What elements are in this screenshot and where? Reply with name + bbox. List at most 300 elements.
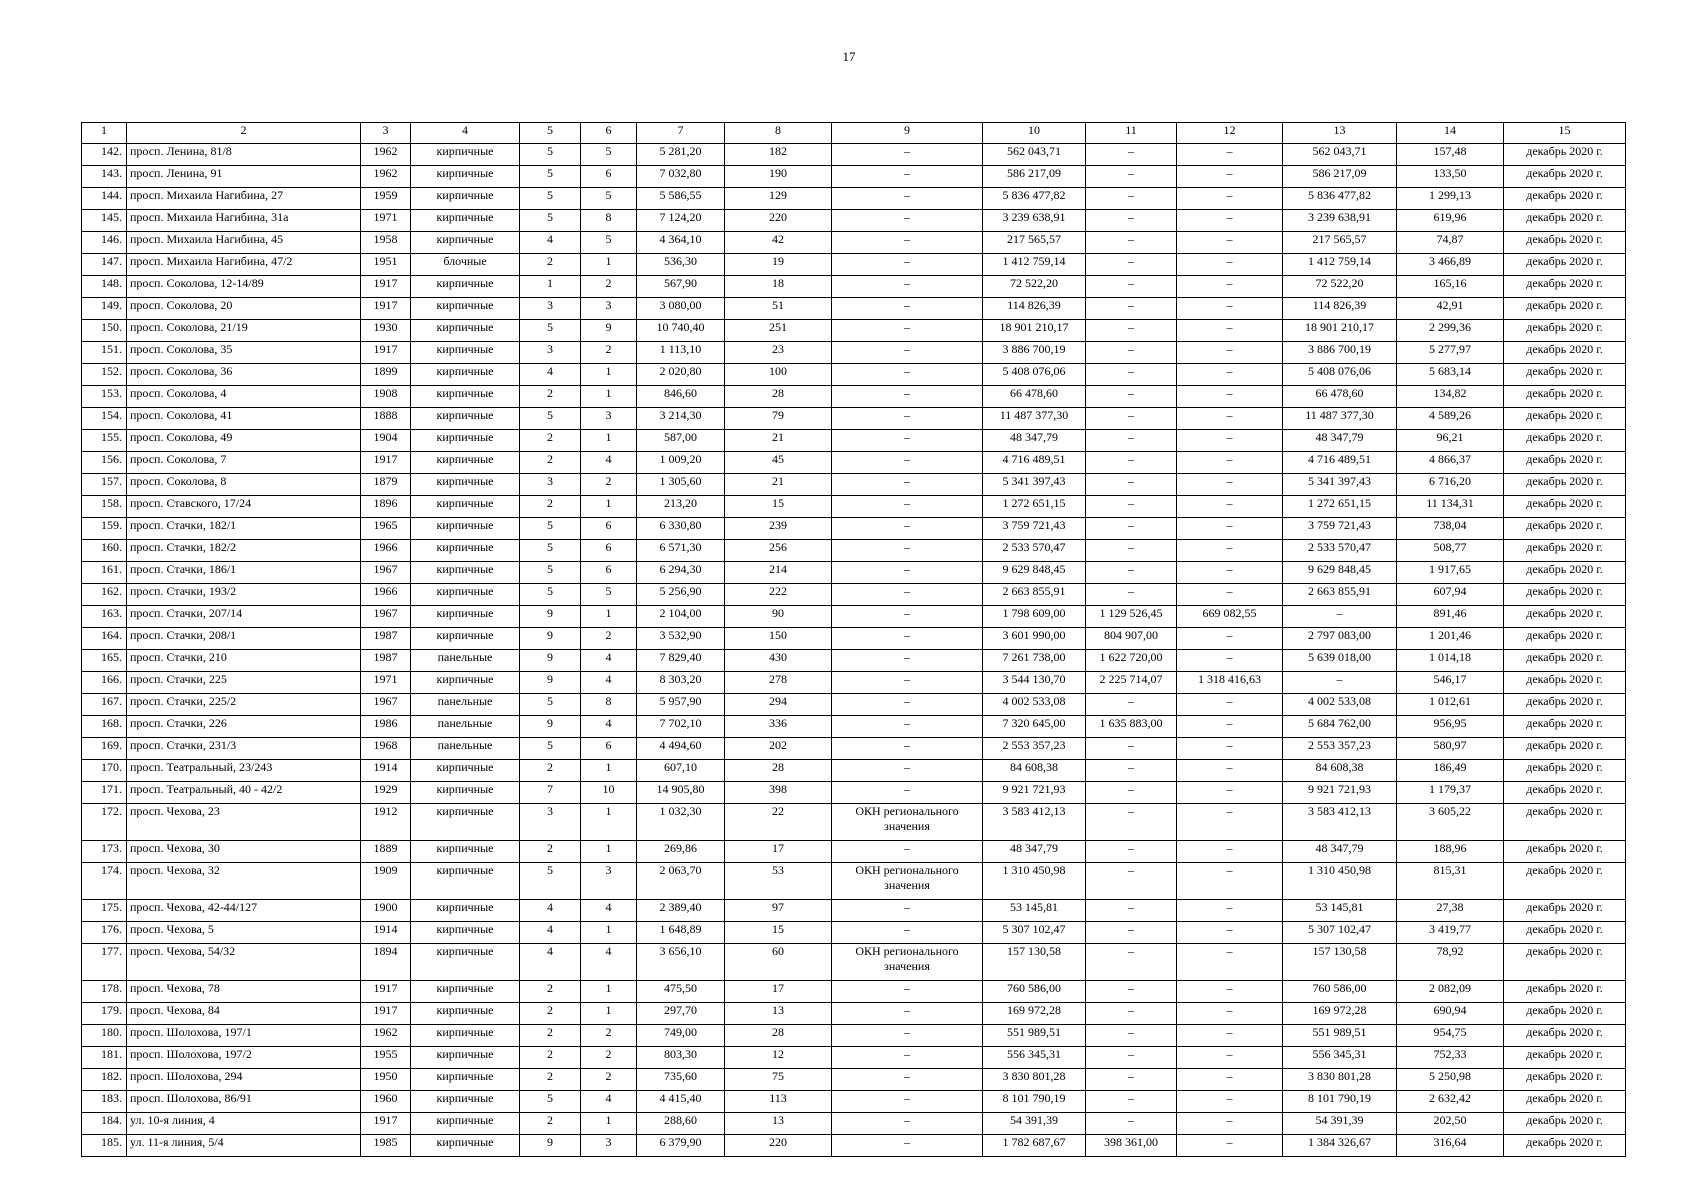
cell-col-2: просп. Стачки, 182/2 xyxy=(127,540,361,562)
cell-col-6: 1 xyxy=(581,1003,637,1025)
cell-col-11: – xyxy=(1086,782,1177,804)
cell-col-4: кирпичные xyxy=(411,672,520,694)
cell-col-13: 9 629 848,45 xyxy=(1283,562,1397,584)
cell-col-10: 3 239 638,91 xyxy=(983,210,1086,232)
cell-col-4: блочные xyxy=(411,254,520,276)
cell-col-9: – xyxy=(832,650,983,672)
cell-col-4: кирпичные xyxy=(411,210,520,232)
cell-col-3: 1917 xyxy=(361,452,411,474)
cell-col-7: 5 256,90 xyxy=(637,584,725,606)
cell-col-12: – xyxy=(1177,738,1283,760)
cell-col-1: 178. xyxy=(82,981,127,1003)
cell-col-15: декабрь 2020 г. xyxy=(1504,922,1626,944)
cell-col-6: 4 xyxy=(581,944,637,981)
cell-col-10: 8 101 790,19 xyxy=(983,1091,1086,1113)
column-header-7: 7 xyxy=(637,123,725,144)
cell-col-12: – xyxy=(1177,496,1283,518)
cell-col-6: 5 xyxy=(581,232,637,254)
cell-col-15: декабрь 2020 г. xyxy=(1504,1025,1626,1047)
cell-col-13: 66 478,60 xyxy=(1283,386,1397,408)
cell-col-3: 1917 xyxy=(361,981,411,1003)
cell-col-7: 4 415,40 xyxy=(637,1091,725,1113)
cell-col-3: 1986 xyxy=(361,716,411,738)
cell-col-9: – xyxy=(832,1091,983,1113)
cell-col-9: ОКН регионального значения xyxy=(832,863,983,900)
cell-col-11: – xyxy=(1086,254,1177,276)
cell-col-1: 146. xyxy=(82,232,127,254)
cell-col-9: – xyxy=(832,144,983,166)
table-row xyxy=(82,540,1626,562)
cell-col-1: 166. xyxy=(82,672,127,694)
column-header-1: 1 xyxy=(82,123,127,144)
cell-col-5: 3 xyxy=(520,342,581,364)
cell-col-3: 1896 xyxy=(361,496,411,518)
cell-col-15: декабрь 2020 г. xyxy=(1504,1047,1626,1069)
cell-col-3: 1914 xyxy=(361,760,411,782)
cell-col-3: 1967 xyxy=(361,694,411,716)
cell-col-7: 8 303,20 xyxy=(637,672,725,694)
cell-col-4: кирпичные xyxy=(411,1003,520,1025)
cell-col-14: 78,92 xyxy=(1397,944,1504,981)
cell-col-12: – xyxy=(1177,1069,1283,1091)
table-row xyxy=(82,584,1626,606)
column-header-2: 2 xyxy=(127,123,361,144)
cell-col-6: 2 xyxy=(581,474,637,496)
table-row xyxy=(82,562,1626,584)
cell-col-5: 2 xyxy=(520,254,581,276)
cell-col-7: 269,86 xyxy=(637,841,725,863)
cell-col-3: 1912 xyxy=(361,804,411,841)
cell-col-3: 1987 xyxy=(361,650,411,672)
cell-col-5: 5 xyxy=(520,584,581,606)
cell-col-13: 5 307 102,47 xyxy=(1283,922,1397,944)
cell-col-2: просп. Михаила Нагибина, 45 xyxy=(127,232,361,254)
cell-col-8: 220 xyxy=(725,1135,832,1157)
cell-col-11: – xyxy=(1086,276,1177,298)
cell-col-8: 17 xyxy=(725,841,832,863)
cell-col-8: 22 xyxy=(725,804,832,841)
cell-col-1: 183. xyxy=(82,1091,127,1113)
cell-col-13: 54 391,39 xyxy=(1283,1113,1397,1135)
cell-col-15: декабрь 2020 г. xyxy=(1504,694,1626,716)
cell-col-6: 3 xyxy=(581,1135,637,1157)
cell-col-1: 153. xyxy=(82,386,127,408)
cell-col-3: 1894 xyxy=(361,944,411,981)
cell-col-8: 28 xyxy=(725,1025,832,1047)
cell-col-12: – xyxy=(1177,716,1283,738)
cell-col-13: 8 101 790,19 xyxy=(1283,1091,1397,1113)
cell-col-10: 66 478,60 xyxy=(983,386,1086,408)
cell-col-7: 567,90 xyxy=(637,276,725,298)
table-row xyxy=(82,1113,1626,1135)
cell-col-13: 586 217,09 xyxy=(1283,166,1397,188)
cell-col-13: 1 272 651,15 xyxy=(1283,496,1397,518)
cell-col-2: просп. Михаила Нагибина, 31а xyxy=(127,210,361,232)
cell-col-5: 2 xyxy=(520,1069,581,1091)
cell-col-15: декабрь 2020 г. xyxy=(1504,430,1626,452)
cell-col-14: 74,87 xyxy=(1397,232,1504,254)
cell-col-7: 5 281,20 xyxy=(637,144,725,166)
cell-col-14: 1 012,61 xyxy=(1397,694,1504,716)
cell-col-12: – xyxy=(1177,760,1283,782)
cell-col-11: – xyxy=(1086,760,1177,782)
cell-col-15: декабрь 2020 г. xyxy=(1504,738,1626,760)
cell-col-7: 803,30 xyxy=(637,1047,725,1069)
cell-col-2: просп. Ленина, 91 xyxy=(127,166,361,188)
cell-col-9: – xyxy=(832,584,983,606)
cell-col-6: 2 xyxy=(581,1025,637,1047)
cell-col-12: – xyxy=(1177,841,1283,863)
cell-col-5: 7 xyxy=(520,782,581,804)
cell-col-7: 536,30 xyxy=(637,254,725,276)
cell-col-5: 2 xyxy=(520,981,581,1003)
cell-col-11: – xyxy=(1086,232,1177,254)
cell-col-13: 4 716 489,51 xyxy=(1283,452,1397,474)
cell-col-13: 169 972,28 xyxy=(1283,1003,1397,1025)
cell-col-13: 5 684 762,00 xyxy=(1283,716,1397,738)
cell-col-15: декабрь 2020 г. xyxy=(1504,364,1626,386)
cell-col-5: 5 xyxy=(520,562,581,584)
cell-col-3: 1966 xyxy=(361,584,411,606)
cell-col-7: 3 214,30 xyxy=(637,408,725,430)
cell-col-3: 1888 xyxy=(361,408,411,430)
cell-col-14: 6 716,20 xyxy=(1397,474,1504,496)
cell-col-8: 15 xyxy=(725,496,832,518)
cell-col-3: 1914 xyxy=(361,922,411,944)
cell-col-15: декабрь 2020 г. xyxy=(1504,144,1626,166)
cell-col-2: ул. 10-я линия, 4 xyxy=(127,1113,361,1135)
cell-col-15: декабрь 2020 г. xyxy=(1504,716,1626,738)
cell-col-6: 6 xyxy=(581,540,637,562)
cell-col-5: 4 xyxy=(520,364,581,386)
cell-col-15: декабрь 2020 г. xyxy=(1504,628,1626,650)
cell-col-2: просп. Соколова, 41 xyxy=(127,408,361,430)
cell-col-11: – xyxy=(1086,342,1177,364)
cell-col-9: – xyxy=(832,922,983,944)
cell-col-7: 213,20 xyxy=(637,496,725,518)
column-header-8: 8 xyxy=(725,123,832,144)
cell-col-2: просп. Чехова, 30 xyxy=(127,841,361,863)
cell-col-10: 2 553 357,23 xyxy=(983,738,1086,760)
header-row xyxy=(82,123,1626,144)
cell-col-10: 2 663 855,91 xyxy=(983,584,1086,606)
cell-col-13: 53 145,81 xyxy=(1283,900,1397,922)
cell-col-14: 133,50 xyxy=(1397,166,1504,188)
cell-col-9: – xyxy=(832,518,983,540)
column-header-3: 3 xyxy=(361,123,411,144)
cell-col-12: – xyxy=(1177,364,1283,386)
cell-col-5: 2 xyxy=(520,430,581,452)
cell-col-12: 1 318 416,63 xyxy=(1177,672,1283,694)
table-row xyxy=(82,694,1626,716)
cell-col-4: кирпичные xyxy=(411,364,520,386)
cell-col-2: просп. Соколова, 36 xyxy=(127,364,361,386)
cell-col-14: 5 683,14 xyxy=(1397,364,1504,386)
cell-col-4: панельные xyxy=(411,716,520,738)
cell-col-12: – xyxy=(1177,232,1283,254)
cell-col-9: – xyxy=(832,1113,983,1135)
cell-col-15: декабрь 2020 г. xyxy=(1504,166,1626,188)
table-row xyxy=(82,320,1626,342)
cell-col-2: просп. Соколова, 7 xyxy=(127,452,361,474)
cell-col-8: 251 xyxy=(725,320,832,342)
cell-col-3: 1917 xyxy=(361,1003,411,1025)
cell-col-4: кирпичные xyxy=(411,863,520,900)
table-row xyxy=(82,1135,1626,1157)
cell-col-9: – xyxy=(832,408,983,430)
cell-col-8: 19 xyxy=(725,254,832,276)
cell-col-13: 5 341 397,43 xyxy=(1283,474,1397,496)
cell-col-13: 4 002 533,08 xyxy=(1283,694,1397,716)
cell-col-7: 1 305,60 xyxy=(637,474,725,496)
cell-col-9: – xyxy=(832,232,983,254)
cell-col-4: панельные xyxy=(411,650,520,672)
table-row xyxy=(82,188,1626,210)
cell-col-7: 607,10 xyxy=(637,760,725,782)
cell-col-1: 171. xyxy=(82,782,127,804)
cell-col-4: кирпичные xyxy=(411,386,520,408)
cell-col-8: 18 xyxy=(725,276,832,298)
cell-col-5: 2 xyxy=(520,1047,581,1069)
cell-col-13: 3 886 700,19 xyxy=(1283,342,1397,364)
cell-col-14: 619,96 xyxy=(1397,210,1504,232)
cell-col-2: просп. Стачки, 208/1 xyxy=(127,628,361,650)
cell-col-1: 156. xyxy=(82,452,127,474)
cell-col-8: 294 xyxy=(725,694,832,716)
cell-col-6: 4 xyxy=(581,672,637,694)
cell-col-14: 316,64 xyxy=(1397,1135,1504,1157)
cell-col-4: кирпичные xyxy=(411,782,520,804)
cell-col-12: – xyxy=(1177,1113,1283,1135)
cell-col-12: – xyxy=(1177,1091,1283,1113)
cell-col-9: ОКН регионального значения xyxy=(832,804,983,841)
table-row xyxy=(82,760,1626,782)
cell-col-3: 1909 xyxy=(361,863,411,900)
cell-col-15: декабрь 2020 г. xyxy=(1504,496,1626,518)
cell-col-9: – xyxy=(832,841,983,863)
cell-col-11: – xyxy=(1086,1047,1177,1069)
cell-col-10: 1 782 687,67 xyxy=(983,1135,1086,1157)
cell-col-15: декабрь 2020 г. xyxy=(1504,841,1626,863)
cell-col-5: 1 xyxy=(520,276,581,298)
cell-col-8: 45 xyxy=(725,452,832,474)
cell-col-6: 5 xyxy=(581,188,637,210)
cell-col-15: декабрь 2020 г. xyxy=(1504,650,1626,672)
cell-col-14: 3 466,89 xyxy=(1397,254,1504,276)
cell-col-4: кирпичные xyxy=(411,408,520,430)
cell-col-15: декабрь 2020 г. xyxy=(1504,1135,1626,1157)
cell-col-10: 217 565,57 xyxy=(983,232,1086,254)
cell-col-3: 1958 xyxy=(361,232,411,254)
cell-col-5: 4 xyxy=(520,900,581,922)
cell-col-1: 159. xyxy=(82,518,127,540)
cell-col-6: 2 xyxy=(581,628,637,650)
cell-col-6: 4 xyxy=(581,900,637,922)
cell-col-13: 217 565,57 xyxy=(1283,232,1397,254)
cell-col-12: – xyxy=(1177,474,1283,496)
cell-col-15: декабрь 2020 г. xyxy=(1504,900,1626,922)
cell-col-2: просп. Чехова, 84 xyxy=(127,1003,361,1025)
cell-col-7: 4 364,10 xyxy=(637,232,725,254)
cell-col-4: кирпичные xyxy=(411,628,520,650)
cell-col-10: 551 989,51 xyxy=(983,1025,1086,1047)
cell-col-5: 3 xyxy=(520,804,581,841)
cell-col-14: 1 299,13 xyxy=(1397,188,1504,210)
cell-col-2: просп. Михаила Нагибина, 47/2 xyxy=(127,254,361,276)
cell-col-12: – xyxy=(1177,981,1283,1003)
cell-col-11: – xyxy=(1086,540,1177,562)
cell-col-11: – xyxy=(1086,386,1177,408)
cell-col-6: 6 xyxy=(581,166,637,188)
cell-col-4: кирпичные xyxy=(411,584,520,606)
cell-col-6: 1 xyxy=(581,760,637,782)
cell-col-12: – xyxy=(1177,944,1283,981)
cell-col-10: 84 608,38 xyxy=(983,760,1086,782)
cell-col-12: – xyxy=(1177,188,1283,210)
cell-col-6: 10 xyxy=(581,782,637,804)
cell-col-6: 8 xyxy=(581,210,637,232)
cell-col-13: 551 989,51 xyxy=(1283,1025,1397,1047)
cell-col-1: 149. xyxy=(82,298,127,320)
cell-col-6: 1 xyxy=(581,981,637,1003)
table-row xyxy=(82,738,1626,760)
cell-col-15: декабрь 2020 г. xyxy=(1504,474,1626,496)
cell-col-14: 956,95 xyxy=(1397,716,1504,738)
cell-col-12: – xyxy=(1177,386,1283,408)
cell-col-5: 5 xyxy=(520,320,581,342)
cell-col-4: кирпичные xyxy=(411,188,520,210)
cell-col-13: 5 408 076,06 xyxy=(1283,364,1397,386)
cell-col-6: 1 xyxy=(581,254,637,276)
cell-col-4: кирпичные xyxy=(411,474,520,496)
cell-col-2: просп. Стачки, 225 xyxy=(127,672,361,694)
cell-col-1: 163. xyxy=(82,606,127,628)
cell-col-12: – xyxy=(1177,1047,1283,1069)
cell-col-9: – xyxy=(832,1025,983,1047)
cell-col-15: декабрь 2020 г. xyxy=(1504,760,1626,782)
cell-col-13: 1 384 326,67 xyxy=(1283,1135,1397,1157)
cell-col-2: просп. Чехова, 54/32 xyxy=(127,944,361,981)
cell-col-6: 1 xyxy=(581,606,637,628)
cell-col-12: – xyxy=(1177,540,1283,562)
cell-col-8: 202 xyxy=(725,738,832,760)
cell-col-9: – xyxy=(832,364,983,386)
cell-col-11: – xyxy=(1086,694,1177,716)
cell-col-11: – xyxy=(1086,981,1177,1003)
cell-col-11: – xyxy=(1086,188,1177,210)
cell-col-14: 954,75 xyxy=(1397,1025,1504,1047)
cell-col-10: 2 533 570,47 xyxy=(983,540,1086,562)
cell-col-1: 152. xyxy=(82,364,127,386)
table-row xyxy=(82,166,1626,188)
cell-col-14: 3 419,77 xyxy=(1397,922,1504,944)
cell-col-8: 150 xyxy=(725,628,832,650)
cell-col-6: 6 xyxy=(581,562,637,584)
cell-col-1: 155. xyxy=(82,430,127,452)
cell-col-1: 147. xyxy=(82,254,127,276)
cell-col-8: 336 xyxy=(725,716,832,738)
cell-col-6: 4 xyxy=(581,452,637,474)
cell-col-5: 5 xyxy=(520,188,581,210)
cell-col-9: – xyxy=(832,900,983,922)
cell-col-7: 5 957,90 xyxy=(637,694,725,716)
cell-col-4: панельные xyxy=(411,694,520,716)
column-header-13: 13 xyxy=(1283,123,1397,144)
cell-col-6: 4 xyxy=(581,716,637,738)
cell-col-8: 79 xyxy=(725,408,832,430)
cell-col-2: просп. Шолохова, 197/1 xyxy=(127,1025,361,1047)
cell-col-15: декабрь 2020 г. xyxy=(1504,518,1626,540)
cell-col-13: 72 522,20 xyxy=(1283,276,1397,298)
cell-col-1: 142. xyxy=(82,144,127,166)
cell-col-12: – xyxy=(1177,144,1283,166)
cell-col-7: 2 389,40 xyxy=(637,900,725,922)
cell-col-9: – xyxy=(832,672,983,694)
table-row xyxy=(82,364,1626,386)
cell-col-2: просп. Ленина, 81/8 xyxy=(127,144,361,166)
cell-col-5: 5 xyxy=(520,1091,581,1113)
table-row xyxy=(82,342,1626,364)
cell-col-4: кирпичные xyxy=(411,944,520,981)
table-row xyxy=(82,944,1626,981)
column-header-10: 10 xyxy=(983,123,1086,144)
table-row xyxy=(82,628,1626,650)
cell-col-15: декабрь 2020 г. xyxy=(1504,1003,1626,1025)
cell-col-10: 3 583 412,13 xyxy=(983,804,1086,841)
cell-col-13: – xyxy=(1283,672,1397,694)
cell-col-11: 398 361,00 xyxy=(1086,1135,1177,1157)
cell-col-13: 48 347,79 xyxy=(1283,430,1397,452)
cell-col-15: декабрь 2020 г. xyxy=(1504,188,1626,210)
cell-col-9: – xyxy=(832,210,983,232)
cell-col-7: 7 702,10 xyxy=(637,716,725,738)
cell-col-10: 562 043,71 xyxy=(983,144,1086,166)
cell-col-4: кирпичные xyxy=(411,1047,520,1069)
cell-col-2: просп. Стачки, 186/1 xyxy=(127,562,361,584)
table-row xyxy=(82,782,1626,804)
cell-col-9: – xyxy=(832,1003,983,1025)
cell-col-12: – xyxy=(1177,804,1283,841)
table-row xyxy=(82,276,1626,298)
cell-col-8: 51 xyxy=(725,298,832,320)
cell-col-13: 5 836 477,82 xyxy=(1283,188,1397,210)
cell-col-10: 3 601 990,00 xyxy=(983,628,1086,650)
cell-col-10: 9 921 721,93 xyxy=(983,782,1086,804)
cell-col-11: – xyxy=(1086,210,1177,232)
cell-col-4: кирпичные xyxy=(411,144,520,166)
table-row xyxy=(82,981,1626,1003)
cell-col-3: 1879 xyxy=(361,474,411,496)
column-header-6: 6 xyxy=(581,123,637,144)
cell-col-4: кирпичные xyxy=(411,540,520,562)
column-header-4: 4 xyxy=(411,123,520,144)
cell-col-4: кирпичные xyxy=(411,760,520,782)
cell-col-12: – xyxy=(1177,298,1283,320)
table-row xyxy=(82,672,1626,694)
cell-col-5: 9 xyxy=(520,1135,581,1157)
table-row xyxy=(82,474,1626,496)
cell-col-14: 3 605,22 xyxy=(1397,804,1504,841)
cell-col-1: 179. xyxy=(82,1003,127,1025)
cell-col-1: 182. xyxy=(82,1069,127,1091)
cell-col-14: 42,91 xyxy=(1397,298,1504,320)
cell-col-12: – xyxy=(1177,650,1283,672)
cell-col-14: 1 179,37 xyxy=(1397,782,1504,804)
cell-col-7: 7 032,80 xyxy=(637,166,725,188)
cell-col-4: кирпичные xyxy=(411,166,520,188)
cell-col-2: просп. Шолохова, 197/2 xyxy=(127,1047,361,1069)
cell-col-4: кирпичные xyxy=(411,1091,520,1113)
